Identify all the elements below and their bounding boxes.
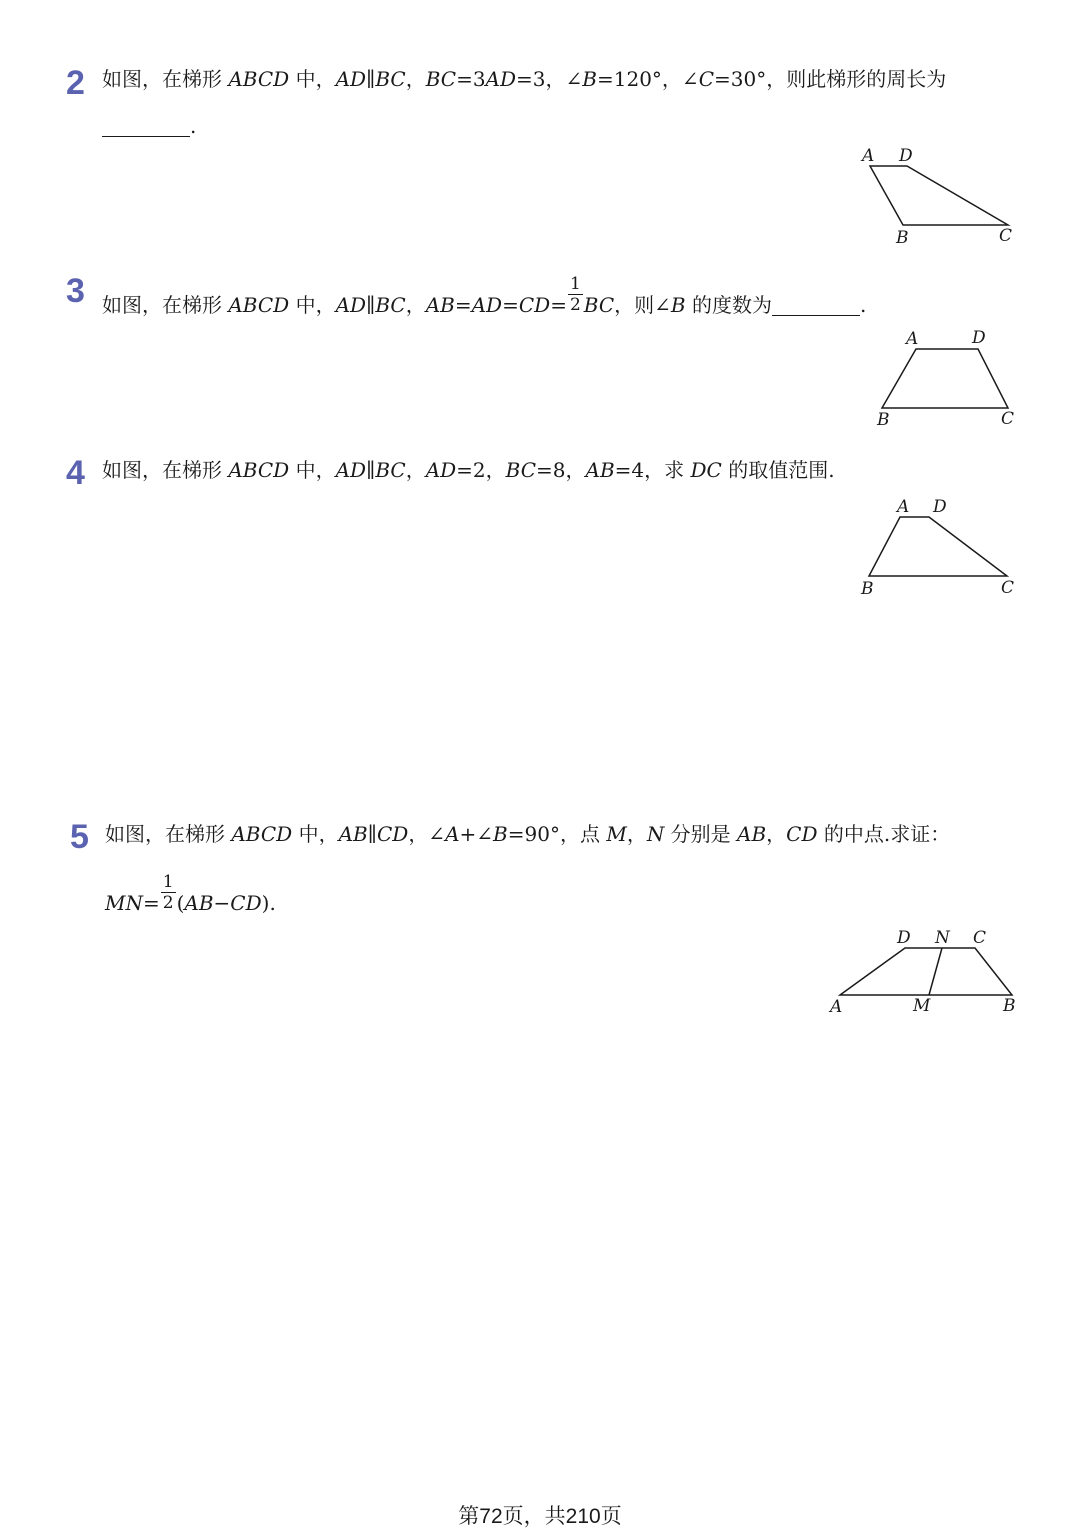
fraction-one-half: $\frac{1}{2}$	[569, 274, 581, 315]
label-b: B	[861, 579, 874, 599]
label-b: B	[877, 410, 890, 430]
answer-blank[interactable]	[102, 116, 190, 137]
question-2-text: 如图，在梯形 ABCD 中，AD∥BC，BC=3AD=3，∠B=120°，∠C=30°，则此梯形的周长为	[102, 67, 947, 91]
label-d: D	[899, 146, 913, 166]
figure-q5-trapezoid	[825, 922, 1025, 1022]
label-d: D	[972, 328, 986, 348]
figure-q2-trapezoid	[855, 140, 1025, 250]
figure-q3-trapezoid	[870, 322, 1030, 432]
label-c: C	[1001, 409, 1015, 429]
question-2-answer-line: .	[102, 116, 196, 137]
question-4-text: 如图，在梯形 ABCD 中，AD∥BC，AD=2，BC=8，AB=4，求 DC 的取值范围.	[102, 458, 835, 482]
segment-mn	[929, 948, 942, 995]
question-3-text: 如图，在梯形 ABCD 中，AD∥BC，AB=AD=CD= $\frac{1}{2}$ BC，则∠B 的度数为 .	[102, 274, 867, 317]
label-a: A	[830, 997, 843, 1017]
label-n: N	[935, 928, 950, 948]
question-number-2: 2	[66, 64, 85, 102]
label-d: D	[933, 497, 947, 517]
question-number-5: 5	[70, 818, 89, 856]
label-c: C	[973, 928, 987, 948]
label-m: M	[913, 996, 931, 1016]
page-footer: 第72页，共210页	[458, 1505, 622, 1528]
label-d: D	[897, 928, 911, 948]
label-c: C	[1001, 578, 1015, 598]
question-5-formula: MN= $\frac{1}{2}$ (AB−CD).	[105, 872, 276, 915]
answer-blank[interactable]	[772, 295, 860, 316]
label-a: A	[906, 329, 919, 349]
label-a: A	[897, 497, 910, 517]
label-b: B	[1003, 996, 1016, 1016]
figure-q4-trapezoid	[855, 490, 1025, 600]
label-b: B	[896, 228, 909, 248]
fraction-one-half: $\frac{1}{2}$	[162, 872, 174, 913]
label-c: C	[999, 226, 1013, 246]
question-number-4: 4	[66, 454, 85, 492]
question-5-text: 如图，在梯形 ABCD 中，AB∥CD，∠A+∠B=90°，点 M，N 分别是 AB，CD 的中点.求证：	[105, 822, 951, 846]
label-a: A	[862, 146, 875, 166]
question-number-3: 3	[66, 272, 85, 310]
